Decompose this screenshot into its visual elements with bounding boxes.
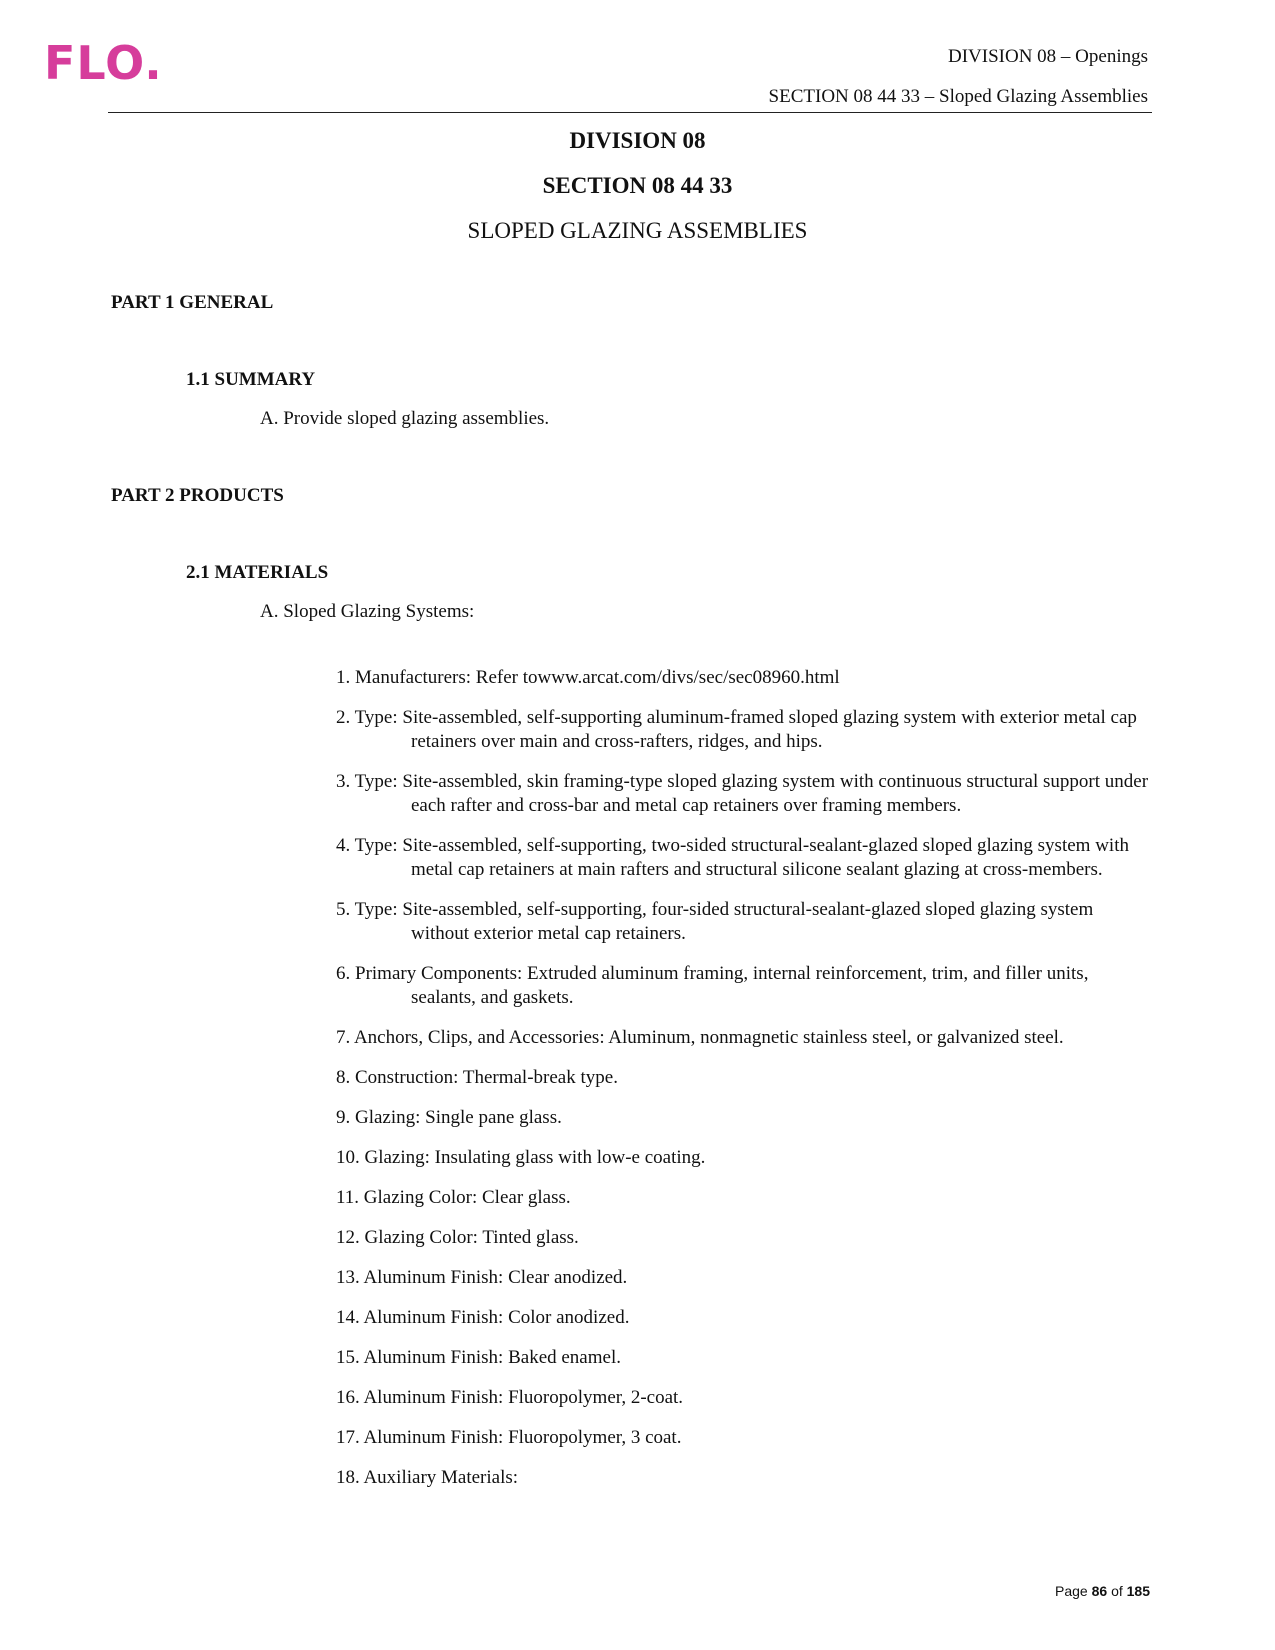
- page-current: 86: [1091, 1583, 1108, 1599]
- section-2-1-heading: 2.1 MATERIALS: [186, 562, 329, 583]
- section-1-1-heading: 1.1 SUMMARY: [186, 369, 316, 390]
- list-item: 5. Type: Site-assembled, self-supporting, four-sided structural-sealant-glazed sloped glazing system without exterior metal cap retainers.: [336, 899, 1094, 944]
- list-item: 11. Glazing Color: Clear glass.: [336, 1187, 571, 1208]
- header-division: DIVISION 08 – Openings: [947, 46, 1148, 67]
- document-division-title: DIVISION 08: [569, 128, 706, 153]
- list-item: 18. Auxiliary Materials:: [336, 1467, 519, 1488]
- header-divider: [108, 112, 1152, 113]
- document-section-name: SLOPED GLAZING ASSEMBLIES: [467, 218, 808, 243]
- list-item: 8. Construction: Thermal-break type.: [336, 1067, 618, 1088]
- list-item: 2. Type: Site-assembled, self-supporting aluminum-framed sloped glazing system with exterior metal cap retainers over main and cross-rafters, ridges, and hips.: [336, 707, 1137, 752]
- list-item: 13. Aluminum Finish: Clear anodized.: [336, 1267, 628, 1288]
- brand-logo: FLO.: [44, 36, 163, 90]
- list-item: 15. Aluminum Finish: Baked enamel.: [336, 1347, 621, 1368]
- summary-paragraph: A. Provide sloped glazing assemblies.: [260, 408, 550, 429]
- list-item: 9. Glazing: Single pane glass.: [336, 1107, 562, 1128]
- list-item: 6. Primary Components: Extruded aluminum framing, internal reinforcement, trim, and filler units, sealants, and gaskets.: [336, 963, 1089, 1008]
- list-item: 17. Aluminum Finish: Fluoropolymer, 3 coat.: [336, 1427, 682, 1448]
- list-item: 4. Type: Site-assembled, self-supporting, two-sided structural-sealant-glazed sloped glazing system with metal cap retainers at main rafters and structural silicone sealant glazing at cross-members.: [336, 835, 1129, 880]
- list-item: 7. Anchors, Clips, and Accessories: Aluminum, nonmagnetic stainless steel, or galvanized steel.: [336, 1027, 1064, 1048]
- part-1-heading: PART 1 GENERAL: [111, 292, 274, 313]
- document-section-title: SECTION 08 44 33: [542, 173, 733, 198]
- part-2-heading: PART 2 PRODUCTS: [111, 485, 284, 506]
- page-total: 185: [1126, 1583, 1150, 1599]
- list-item: 3. Type: Site-assembled, skin framing-type sloped glazing system with continuous structural support under each rafter and cross-bar and metal cap retainers over framing members.: [336, 771, 1149, 816]
- list-item: 14. Aluminum Finish: Color anodized.: [336, 1307, 630, 1328]
- list-item: 10. Glazing: Insulating glass with low-e coating.: [336, 1147, 706, 1168]
- page-label: Page: [1055, 1583, 1088, 1599]
- list-item: 12. Glazing Color: Tinted glass.: [336, 1227, 579, 1248]
- materials-list: [336, 666, 1156, 1506]
- list-item: 1. Manufacturers: Refer towww.arcat.com/divs/sec/sec08960.html: [336, 667, 840, 688]
- page-of-label: of: [1111, 1583, 1123, 1599]
- page-number: [1055, 1583, 1150, 1599]
- header-section: SECTION 08 44 33 – Sloped Glazing Assemblies: [768, 86, 1148, 107]
- list-item: 16. Aluminum Finish: Fluoropolymer, 2-coat.: [336, 1387, 684, 1408]
- materials-paragraph: A. Sloped Glazing Systems:: [260, 601, 475, 622]
